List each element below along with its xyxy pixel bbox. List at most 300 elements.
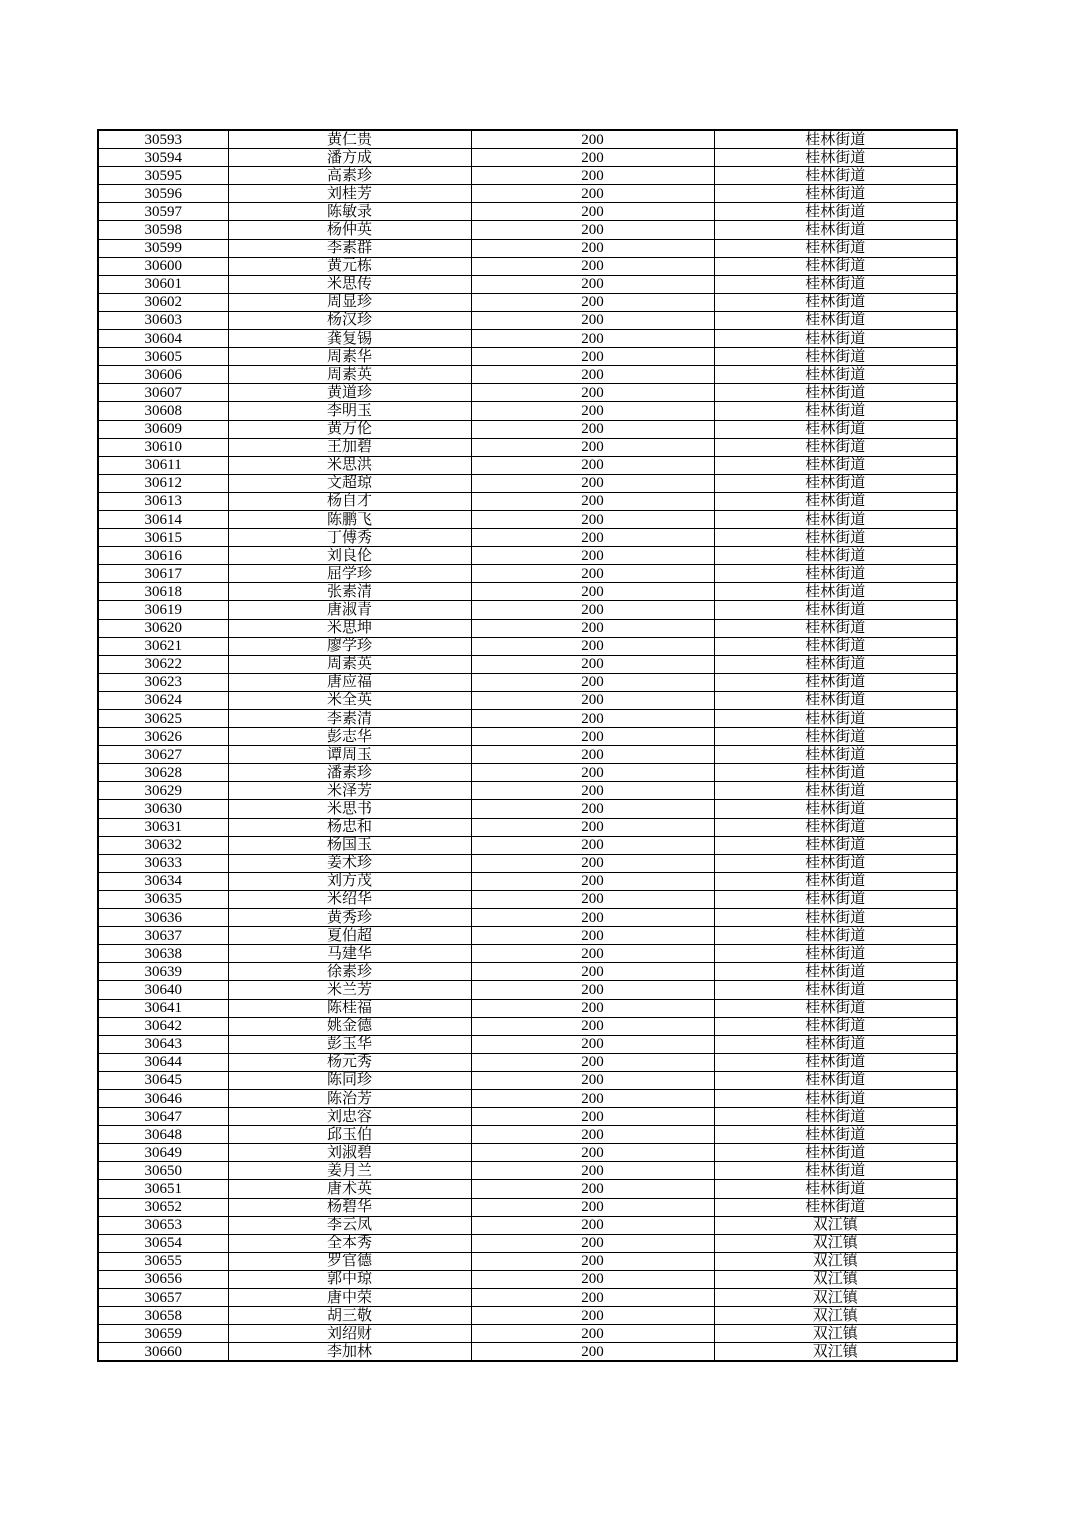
- cell-name: 李加林: [228, 1343, 471, 1362]
- cell-name: 米全英: [228, 691, 471, 709]
- cell-amount: 200: [471, 746, 714, 764]
- cell-name: 米绍华: [228, 890, 471, 908]
- cell-area: 桂林街道: [714, 1035, 957, 1053]
- cell-amount: 200: [471, 1252, 714, 1270]
- cell-id: 30601: [98, 275, 228, 293]
- cell-amount: 200: [471, 275, 714, 293]
- cell-name: 刘淑碧: [228, 1144, 471, 1162]
- cell-amount: 200: [471, 366, 714, 384]
- table-row: [98, 275, 957, 293]
- cell-area: 桂林街道: [714, 909, 957, 927]
- cell-name: 姜月兰: [228, 1162, 471, 1180]
- table-row: [98, 764, 957, 782]
- table-row: [98, 1089, 957, 1107]
- cell-id: 30611: [98, 456, 228, 474]
- table-row: [98, 655, 957, 673]
- cell-amount: 200: [471, 1035, 714, 1053]
- cell-name: 龚复锡: [228, 330, 471, 348]
- cell-name: 唐淑青: [228, 601, 471, 619]
- table-row: [98, 728, 957, 746]
- cell-name: 廖学珍: [228, 637, 471, 655]
- table-row: [98, 402, 957, 420]
- cell-amount: 200: [471, 764, 714, 782]
- cell-name: 米思坤: [228, 619, 471, 637]
- cell-id: 30646: [98, 1089, 228, 1107]
- cell-area: 桂林街道: [714, 583, 957, 601]
- cell-amount: 200: [471, 420, 714, 438]
- table-row: [98, 1071, 957, 1089]
- cell-id: 30647: [98, 1108, 228, 1126]
- table-row: [98, 710, 957, 728]
- cell-id: 30626: [98, 728, 228, 746]
- cell-name: 周显珍: [228, 293, 471, 311]
- cell-name: 杨汉珍: [228, 311, 471, 329]
- cell-name: 陈鹏飞: [228, 510, 471, 528]
- cell-amount: 200: [471, 221, 714, 239]
- cell-area: 桂林街道: [714, 257, 957, 275]
- cell-id: 30634: [98, 872, 228, 890]
- cell-amount: 200: [471, 655, 714, 673]
- cell-id: 30599: [98, 239, 228, 257]
- table-row: [98, 1144, 957, 1162]
- cell-name: 杨自才: [228, 492, 471, 510]
- cell-name: 胡三敬: [228, 1307, 471, 1325]
- cell-amount: 200: [471, 673, 714, 691]
- table-row: [98, 854, 957, 872]
- cell-amount: 200: [471, 963, 714, 981]
- cell-id: 30660: [98, 1343, 228, 1362]
- cell-area: 桂林街道: [714, 945, 957, 963]
- cell-id: 30636: [98, 909, 228, 927]
- table-row: [98, 1053, 957, 1071]
- cell-name: 文超琼: [228, 474, 471, 492]
- cell-amount: 200: [471, 438, 714, 456]
- cell-id: 30608: [98, 402, 228, 420]
- cell-area: 桂林街道: [714, 836, 957, 854]
- cell-id: 30644: [98, 1053, 228, 1071]
- cell-area: 桂林街道: [714, 384, 957, 402]
- cell-amount: 200: [471, 782, 714, 800]
- cell-amount: 200: [471, 547, 714, 565]
- cell-name: 米泽芳: [228, 782, 471, 800]
- table-row: [98, 1307, 957, 1325]
- cell-amount: 200: [471, 1162, 714, 1180]
- cell-area: 桂林街道: [714, 890, 957, 908]
- cell-amount: 200: [471, 999, 714, 1017]
- cell-name: 张素清: [228, 583, 471, 601]
- table-row: [98, 890, 957, 908]
- cell-area: 桂林街道: [714, 565, 957, 583]
- cell-name: 刘忠容: [228, 1108, 471, 1126]
- cell-name: 李素清: [228, 710, 471, 728]
- cell-id: 30595: [98, 167, 228, 185]
- cell-name: 杨仲英: [228, 221, 471, 239]
- table-row: [98, 492, 957, 510]
- cell-area: 桂林街道: [714, 221, 957, 239]
- table-row: [98, 800, 957, 818]
- cell-name: 周素英: [228, 655, 471, 673]
- table-row: [98, 1017, 957, 1035]
- cell-area: 桂林街道: [714, 130, 957, 149]
- cell-name: 杨元秀: [228, 1053, 471, 1071]
- table-row: [98, 963, 957, 981]
- cell-area: 桂林街道: [714, 782, 957, 800]
- cell-amount: 200: [471, 203, 714, 221]
- cell-id: 30643: [98, 1035, 228, 1053]
- cell-area: 桂林街道: [714, 348, 957, 366]
- table-row: [98, 818, 957, 836]
- cell-area: 桂林街道: [714, 311, 957, 329]
- cell-id: 30649: [98, 1144, 228, 1162]
- cell-area: 桂林街道: [714, 872, 957, 890]
- cell-name: 周素华: [228, 348, 471, 366]
- cell-area: 桂林街道: [714, 1126, 957, 1144]
- cell-id: 30605: [98, 348, 228, 366]
- table-row: [98, 456, 957, 474]
- table-row: [98, 619, 957, 637]
- cell-amount: 200: [471, 945, 714, 963]
- cell-id: 30612: [98, 474, 228, 492]
- cell-area: 桂林街道: [714, 366, 957, 384]
- table-row: [98, 529, 957, 547]
- cell-area: 双江镇: [714, 1216, 957, 1234]
- cell-area: 桂林街道: [714, 402, 957, 420]
- cell-amount: 200: [471, 1144, 714, 1162]
- cell-id: 30633: [98, 854, 228, 872]
- cell-name: 米思书: [228, 800, 471, 818]
- table-row: [98, 384, 957, 402]
- table-row: [98, 221, 957, 239]
- table-row: [98, 601, 957, 619]
- cell-id: 30620: [98, 619, 228, 637]
- table-row: [98, 1180, 957, 1198]
- cell-area: 桂林街道: [714, 275, 957, 293]
- cell-id: 30638: [98, 945, 228, 963]
- cell-name: 唐中荣: [228, 1289, 471, 1307]
- cell-name: 杨碧华: [228, 1198, 471, 1216]
- cell-id: 30639: [98, 963, 228, 981]
- cell-amount: 200: [471, 1180, 714, 1198]
- cell-name: 陈治芳: [228, 1089, 471, 1107]
- table-row: [98, 420, 957, 438]
- table-row: [98, 438, 957, 456]
- cell-id: 30630: [98, 800, 228, 818]
- cell-id: 30631: [98, 818, 228, 836]
- table-row: [98, 1216, 957, 1234]
- cell-id: 30594: [98, 149, 228, 167]
- cell-name: 周素英: [228, 366, 471, 384]
- cell-name: 李云凤: [228, 1216, 471, 1234]
- cell-id: 30593: [98, 130, 228, 149]
- cell-name: 高素珍: [228, 167, 471, 185]
- cell-id: 30653: [98, 1216, 228, 1234]
- table-row: [98, 782, 957, 800]
- cell-name: 黄道珍: [228, 384, 471, 402]
- cell-id: 30597: [98, 203, 228, 221]
- cell-name: 黄秀珍: [228, 909, 471, 927]
- cell-name: 邱玉伯: [228, 1126, 471, 1144]
- cell-area: 桂林街道: [714, 710, 957, 728]
- cell-id: 30598: [98, 221, 228, 239]
- table-row: [98, 547, 957, 565]
- cell-amount: 200: [471, 1126, 714, 1144]
- cell-name: 丁傅秀: [228, 529, 471, 547]
- cell-name: 姚金德: [228, 1017, 471, 1035]
- cell-id: 30615: [98, 529, 228, 547]
- document-page: [97, 129, 956, 1362]
- cell-name: 刘方茂: [228, 872, 471, 890]
- table-row: [98, 1325, 957, 1343]
- cell-amount: 200: [471, 691, 714, 709]
- cell-amount: 200: [471, 1270, 714, 1288]
- table-row: [98, 1126, 957, 1144]
- cell-id: 30610: [98, 438, 228, 456]
- cell-id: 30616: [98, 547, 228, 565]
- table-row: [98, 945, 957, 963]
- cell-area: 桂林街道: [714, 746, 957, 764]
- cell-amount: 200: [471, 311, 714, 329]
- cell-area: 桂林街道: [714, 1071, 957, 1089]
- cell-amount: 200: [471, 1289, 714, 1307]
- table-row: [98, 1162, 957, 1180]
- cell-amount: 200: [471, 890, 714, 908]
- cell-id: 30645: [98, 1071, 228, 1089]
- cell-id: 30625: [98, 710, 228, 728]
- cell-amount: 200: [471, 384, 714, 402]
- cell-name: 米思洪: [228, 456, 471, 474]
- cell-name: 郭中琼: [228, 1270, 471, 1288]
- cell-id: 30652: [98, 1198, 228, 1216]
- cell-area: 双江镇: [714, 1252, 957, 1270]
- cell-amount: 200: [471, 565, 714, 583]
- cell-name: 刘桂芳: [228, 185, 471, 203]
- cell-amount: 200: [471, 800, 714, 818]
- cell-id: 30632: [98, 836, 228, 854]
- table-row: [98, 1108, 957, 1126]
- cell-area: 桂林街道: [714, 1180, 957, 1198]
- cell-name: 黄仁贵: [228, 130, 471, 149]
- table-row: [98, 185, 957, 203]
- cell-name: 刘良伦: [228, 547, 471, 565]
- table-row: [98, 366, 957, 384]
- cell-area: 桂林街道: [714, 1162, 957, 1180]
- table-row: [98, 981, 957, 999]
- cell-area: 双江镇: [714, 1343, 957, 1362]
- cell-id: 30600: [98, 257, 228, 275]
- cell-id: 30618: [98, 583, 228, 601]
- cell-amount: 200: [471, 1325, 714, 1343]
- cell-name: 徐素珍: [228, 963, 471, 981]
- table-row: [98, 510, 957, 528]
- table-row: [98, 637, 957, 655]
- cell-area: 双江镇: [714, 1289, 957, 1307]
- cell-amount: 200: [471, 257, 714, 275]
- cell-area: 桂林街道: [714, 547, 957, 565]
- cell-amount: 200: [471, 854, 714, 872]
- cell-amount: 200: [471, 1307, 714, 1325]
- cell-name: 罗官德: [228, 1252, 471, 1270]
- cell-amount: 200: [471, 909, 714, 927]
- cell-id: 30607: [98, 384, 228, 402]
- table-row: [98, 1252, 957, 1270]
- cell-amount: 200: [471, 149, 714, 167]
- cell-amount: 200: [471, 1343, 714, 1362]
- table-row: [98, 330, 957, 348]
- table-row: [98, 311, 957, 329]
- table-row: [98, 149, 957, 167]
- cell-area: 双江镇: [714, 1234, 957, 1252]
- cell-amount: 200: [471, 728, 714, 746]
- cell-area: 桂林街道: [714, 1108, 957, 1126]
- cell-area: 桂林街道: [714, 510, 957, 528]
- cell-amount: 200: [471, 1089, 714, 1107]
- cell-id: 30655: [98, 1252, 228, 1270]
- cell-amount: 200: [471, 872, 714, 890]
- cell-amount: 200: [471, 637, 714, 655]
- table-row: [98, 691, 957, 709]
- cell-id: 30622: [98, 655, 228, 673]
- table-row: [98, 257, 957, 275]
- cell-amount: 200: [471, 474, 714, 492]
- cell-amount: 200: [471, 239, 714, 257]
- cell-id: 30603: [98, 311, 228, 329]
- cell-area: 桂林街道: [714, 529, 957, 547]
- cell-id: 30629: [98, 782, 228, 800]
- cell-area: 桂林街道: [714, 764, 957, 782]
- cell-area: 桂林街道: [714, 818, 957, 836]
- cell-name: 彭玉华: [228, 1035, 471, 1053]
- cell-area: 桂林街道: [714, 637, 957, 655]
- cell-area: 桂林街道: [714, 1053, 957, 1071]
- cell-area: 双江镇: [714, 1325, 957, 1343]
- cell-area: 桂林街道: [714, 420, 957, 438]
- cell-name: 屈学珍: [228, 565, 471, 583]
- table-row: [98, 927, 957, 945]
- cell-area: 桂林街道: [714, 438, 957, 456]
- cell-name: 李明玉: [228, 402, 471, 420]
- table-row: [98, 999, 957, 1017]
- cell-name: 夏伯超: [228, 927, 471, 945]
- cell-id: 30614: [98, 510, 228, 528]
- cell-area: 桂林街道: [714, 619, 957, 637]
- cell-id: 30659: [98, 1325, 228, 1343]
- cell-id: 30642: [98, 1017, 228, 1035]
- cell-id: 30617: [98, 565, 228, 583]
- cell-id: 30654: [98, 1234, 228, 1252]
- cell-amount: 200: [471, 981, 714, 999]
- cell-name: 陈敏录: [228, 203, 471, 221]
- cell-id: 30628: [98, 764, 228, 782]
- cell-area: 桂林街道: [714, 655, 957, 673]
- cell-id: 30657: [98, 1289, 228, 1307]
- cell-amount: 200: [471, 167, 714, 185]
- cell-area: 双江镇: [714, 1270, 957, 1288]
- table-row: [98, 565, 957, 583]
- cell-area: 桂林街道: [714, 492, 957, 510]
- cell-area: 桂林街道: [714, 474, 957, 492]
- cell-amount: 200: [471, 583, 714, 601]
- cell-id: 30627: [98, 746, 228, 764]
- cell-name: 谭周玉: [228, 746, 471, 764]
- cell-id: 30651: [98, 1180, 228, 1198]
- cell-name: 杨国玉: [228, 836, 471, 854]
- cell-name: 马建华: [228, 945, 471, 963]
- cell-id: 30619: [98, 601, 228, 619]
- table-row: [98, 167, 957, 185]
- cell-area: 桂林街道: [714, 330, 957, 348]
- cell-amount: 200: [471, 1053, 714, 1071]
- cell-area: 桂林街道: [714, 239, 957, 257]
- data-table: [97, 129, 958, 1362]
- cell-amount: 200: [471, 185, 714, 203]
- cell-amount: 200: [471, 456, 714, 474]
- cell-amount: 200: [471, 1017, 714, 1035]
- cell-amount: 200: [471, 619, 714, 637]
- cell-name: 陈同珍: [228, 1071, 471, 1089]
- cell-id: 30604: [98, 330, 228, 348]
- cell-id: 30596: [98, 185, 228, 203]
- cell-id: 30623: [98, 673, 228, 691]
- cell-id: 30648: [98, 1126, 228, 1144]
- cell-amount: 200: [471, 1216, 714, 1234]
- cell-amount: 200: [471, 510, 714, 528]
- cell-name: 刘绍财: [228, 1325, 471, 1343]
- cell-name: 彭志华: [228, 728, 471, 746]
- cell-area: 桂林街道: [714, 800, 957, 818]
- cell-area: 桂林街道: [714, 691, 957, 709]
- table-row: [98, 872, 957, 890]
- table-row: [98, 474, 957, 492]
- cell-area: 桂林街道: [714, 999, 957, 1017]
- cell-amount: 200: [471, 130, 714, 149]
- cell-area: 桂林街道: [714, 981, 957, 999]
- cell-name: 黄元栋: [228, 257, 471, 275]
- cell-area: 双江镇: [714, 1307, 957, 1325]
- table-row: [98, 746, 957, 764]
- cell-amount: 200: [471, 293, 714, 311]
- cell-id: 30613: [98, 492, 228, 510]
- cell-name: 全本秀: [228, 1234, 471, 1252]
- cell-amount: 200: [471, 1198, 714, 1216]
- table-row: [98, 348, 957, 366]
- cell-amount: 200: [471, 601, 714, 619]
- table-row: [98, 1343, 957, 1362]
- cell-amount: 200: [471, 1108, 714, 1126]
- cell-id: 30635: [98, 890, 228, 908]
- table-row: [98, 1234, 957, 1252]
- table-row: [98, 1270, 957, 1288]
- cell-id: 30624: [98, 691, 228, 709]
- cell-name: 黄万伦: [228, 420, 471, 438]
- cell-id: 30641: [98, 999, 228, 1017]
- table-row: [98, 239, 957, 257]
- cell-area: 桂林街道: [714, 293, 957, 311]
- cell-amount: 200: [471, 529, 714, 547]
- table-row: [98, 583, 957, 601]
- cell-amount: 200: [471, 492, 714, 510]
- cell-name: 潘方成: [228, 149, 471, 167]
- cell-amount: 200: [471, 1071, 714, 1089]
- table-row: [98, 203, 957, 221]
- table-body: [98, 130, 957, 1361]
- cell-area: 桂林街道: [714, 673, 957, 691]
- cell-area: 桂林街道: [714, 1144, 957, 1162]
- cell-id: 30621: [98, 637, 228, 655]
- cell-name: 唐应福: [228, 673, 471, 691]
- cell-name: 潘素珍: [228, 764, 471, 782]
- cell-amount: 200: [471, 348, 714, 366]
- table-row: [98, 673, 957, 691]
